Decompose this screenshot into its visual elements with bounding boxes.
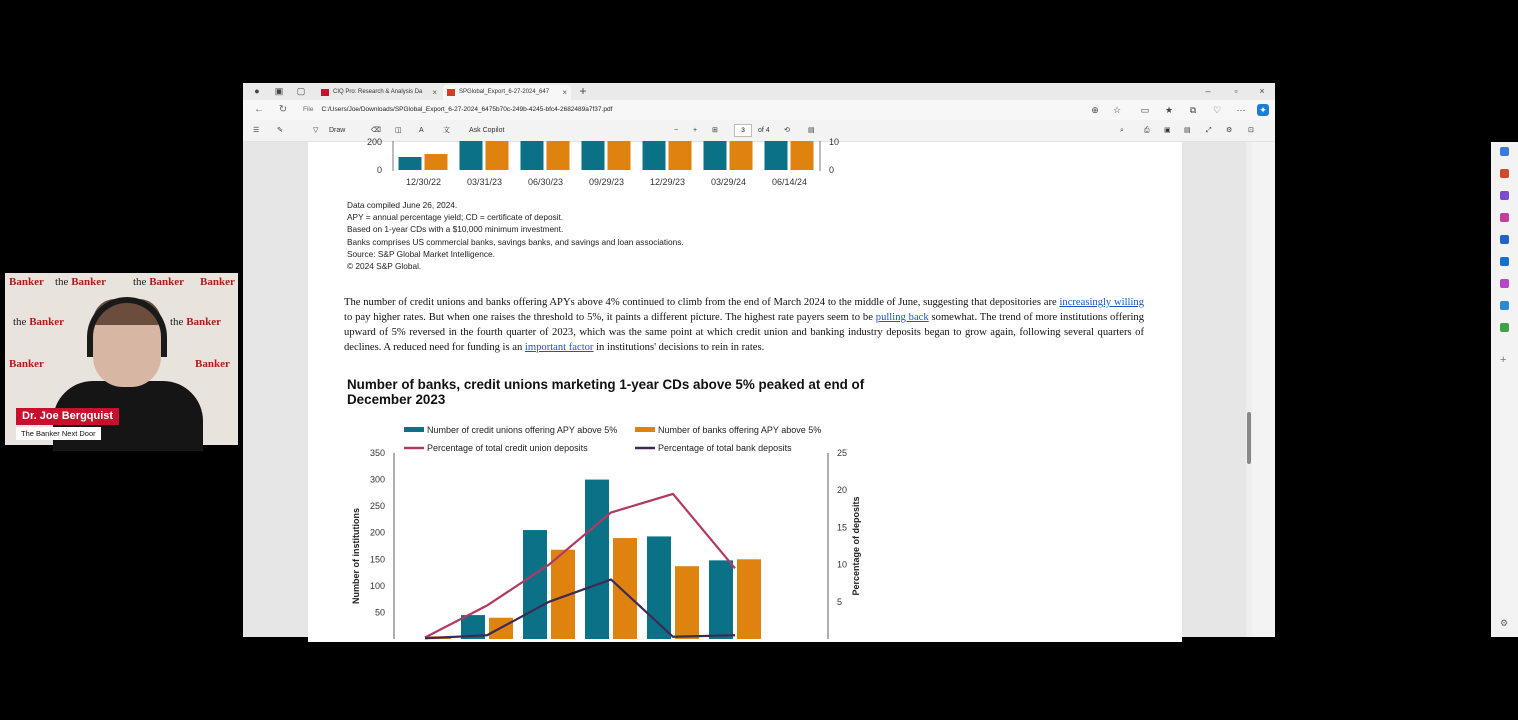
drop-icon[interactable] — [1500, 279, 1509, 288]
paragraph-text: to pay higher rates. But when one raises the threshold to 5%, it paints a different picture. The highest rate payers seem to be — [344, 312, 876, 323]
bar-banks — [547, 141, 570, 170]
zoom-in-icon[interactable]: + — [693, 127, 698, 134]
draw-icon[interactable]: ▽ — [313, 127, 319, 134]
backdrop-logo: Banker — [200, 276, 235, 288]
close-icon[interactable]: × — [562, 88, 567, 97]
backdrop-logo: Banker — [9, 358, 44, 370]
y-tick-label: 200 — [369, 527, 385, 538]
y2-axis-label: Percentage of deposits — [851, 496, 861, 596]
highlight-icon[interactable]: ✎ — [277, 127, 283, 134]
y2-tick-label: 25 — [837, 448, 848, 458]
more-menu-icon[interactable]: ⋯ — [1236, 105, 1246, 115]
y2-tick-label: 15 — [837, 522, 848, 533]
view-icon[interactable]: ◫ — [395, 127, 402, 134]
x-tick-label: 06/14/24 — [771, 177, 808, 187]
favorite-star-icon[interactable]: ☆ — [1112, 105, 1122, 115]
y-axis-label: Number of institutions — [351, 508, 361, 604]
y-tick-label: 300 — [369, 474, 385, 485]
paragraph-text: somewhat. The trend of more institutions offering upward of 5% reversed in the fourth quarter of 2023, which was the same point at which credit union and banking industry deposits began to grow again, following several quarters of declines. A reduced need for funding is an — [344, 312, 1144, 353]
legend-label: Percentage of total bank deposits — [658, 443, 792, 453]
translate-icon[interactable]: 文 — [443, 127, 450, 134]
bar-banks — [737, 559, 761, 639]
backdrop-logo: the Banker — [55, 276, 107, 288]
body-paragraph — [344, 295, 1144, 355]
edge-sidebar — [1491, 142, 1518, 637]
bar-banks — [730, 141, 753, 170]
y-tick-label: 0 — [376, 165, 382, 175]
pdf-document-area — [243, 137, 1246, 637]
paragraph-text: in institutions' decisions to rein in rates. — [593, 342, 765, 353]
y-tick-label: 100 — [369, 580, 385, 591]
chart-note: Data compiled June 26, 2024. — [347, 200, 458, 210]
erase-icon[interactable]: ⌫ — [371, 127, 381, 134]
zoom-out-icon[interactable]: − — [674, 127, 679, 134]
bar-credit-unions — [523, 530, 547, 639]
legend-label: Number of credit unions offering APY above 5% — [427, 425, 618, 435]
chart-note: © 2024 S&P Global. — [347, 261, 422, 271]
legend-label: Percentage of total credit union deposits — [427, 443, 588, 453]
games-icon[interactable] — [1500, 213, 1509, 222]
page-number-input[interactable]: 3 — [734, 124, 752, 137]
send-icon[interactable] — [1500, 301, 1509, 310]
legend-swatch — [404, 427, 424, 432]
tab-ciq-pro[interactable] — [317, 85, 441, 100]
url-text: C:/Users/Joe/Downloads/SPGlobal_Export_6-27-2024_6475b70c-249b-4245-bfc4-2682489a7f37.pdf — [321, 106, 613, 113]
cd-chart — [344, 412, 864, 642]
url-field[interactable] — [303, 103, 1143, 117]
link-important-factor[interactable]: important factor — [524, 342, 594, 353]
close-window-icon[interactable]: × — [1259, 86, 1265, 96]
page-total: of 4 — [758, 127, 770, 134]
pdf-page — [308, 137, 1182, 642]
browser-window — [243, 83, 1509, 637]
outlook-icon[interactable] — [1500, 257, 1509, 266]
x-tick-label: 09/29/23 — [588, 177, 625, 187]
bar-banks — [486, 141, 509, 170]
close-icon[interactable]: × — [432, 88, 437, 97]
y2-tick-label: 10 — [829, 137, 840, 147]
legend-swatch — [635, 427, 655, 432]
bar-credit-unions — [585, 480, 609, 639]
bar-credit-unions — [460, 141, 483, 170]
x-tick-label: 06/30/23 — [527, 177, 564, 187]
profile-icon[interactable]: ● — [254, 86, 260, 96]
extension-icon[interactable] — [1500, 323, 1509, 332]
print-icon[interactable]: ⎙ — [1144, 127, 1150, 134]
browser-essentials-icon[interactable]: ♡ — [1212, 105, 1222, 115]
fullscreen-icon[interactable]: ⤢ — [1206, 127, 1212, 134]
chart-note: APY = annual percentage yield; CD = certificate of deposit. — [347, 212, 564, 222]
chart-note: Based on 1-year CDs with a $10,000 minimum investment. — [347, 224, 564, 234]
y2-tick-label: 20 — [837, 485, 848, 496]
split-screen-icon[interactable]: ▭ — [1140, 105, 1150, 115]
backdrop-logo: Banker — [9, 276, 44, 288]
y2-tick-label: 10 — [837, 559, 848, 570]
copilot-icon[interactable]: ✦ — [1257, 104, 1269, 116]
bar-credit-unions — [704, 141, 727, 170]
search-icon[interactable]: ⌕ — [1120, 127, 1124, 134]
backdrop-logo: the Banker — [170, 316, 222, 328]
y-tick-label: 350 — [369, 448, 385, 458]
y2-tick-label: 0 — [829, 165, 835, 175]
favorites-icon[interactable]: ★ — [1164, 105, 1174, 115]
bar-credit-unions — [709, 560, 733, 639]
x-tick-label: 12/29/23 — [649, 177, 686, 187]
save-icon[interactable]: ▣ — [1164, 127, 1171, 134]
bar-credit-unions — [582, 141, 605, 170]
backdrop-logo: the Banker — [133, 276, 185, 288]
chart-previous-bars — [308, 137, 840, 191]
back-icon[interactable]: ← — [254, 104, 264, 115]
save-as-icon[interactable]: ▤ — [1184, 127, 1191, 134]
tab-actions-icon[interactable]: ▢ — [296, 86, 306, 96]
y-tick-label: 250 — [369, 501, 385, 512]
chart-title: Number of banks, credit unions marketing 1-year CDs above 5% peaked at end of December 2023 — [347, 377, 865, 407]
scrollbar[interactable] — [1246, 142, 1252, 637]
contents-icon[interactable]: ☰ — [253, 127, 260, 134]
bar-banks — [425, 154, 448, 170]
fit-page-icon[interactable]: ⊞ — [712, 127, 718, 134]
show-name: The Banker Next Door — [16, 427, 101, 440]
bar-credit-unions — [399, 157, 422, 170]
chart-note: Banks comprises US commercial banks, savings banks, and savings and loan associations. — [347, 237, 684, 247]
scrollbar-thumb[interactable] — [1247, 412, 1251, 464]
office-icon[interactable] — [1500, 235, 1509, 244]
shopping-icon[interactable] — [1500, 169, 1509, 178]
bar-credit-unions — [521, 141, 544, 170]
y-tick-label: 50 — [374, 607, 385, 618]
add-sidebar-app-icon[interactable]: + — [1500, 354, 1507, 366]
collections-icon[interactable]: ▣ — [274, 86, 284, 96]
tools-icon[interactable] — [1500, 191, 1509, 200]
address-bar — [243, 100, 1275, 120]
legend-label: Number of banks offering APY above 5% — [658, 425, 822, 435]
draw-button[interactable]: Draw — [329, 127, 346, 134]
x-tick-label: 03/31/23 — [466, 177, 503, 187]
collections-icon[interactable]: ⧉ — [1189, 105, 1197, 115]
y2-tick-label: 5 — [837, 596, 843, 607]
link-increasingly-willing[interactable]: increasingly willing — [1059, 297, 1144, 308]
y-tick-label: 200 — [366, 137, 382, 147]
ask-copilot-button[interactable]: Ask Copilot — [469, 127, 505, 134]
presenter-name: Dr. Joe Bergquist — [16, 408, 119, 425]
rotate-icon[interactable]: ⟲ — [784, 127, 790, 134]
new-tab-icon[interactable]: + — [579, 84, 587, 98]
link-pulling-back[interactable]: pulling back — [875, 312, 929, 323]
bar-banks — [791, 141, 814, 170]
refresh-icon[interactable]: ↻ — [278, 104, 288, 115]
bar-credit-unions — [643, 141, 666, 170]
pdf-favicon — [447, 89, 455, 96]
bar-credit-unions — [765, 141, 788, 170]
ciq-favicon — [321, 89, 329, 96]
bar-banks — [608, 141, 631, 170]
bar-banks — [675, 566, 699, 639]
tab-label: SPGlobal_Export_6-27-2024_647 — [459, 89, 550, 95]
x-tick-label: 03/29/24 — [710, 177, 747, 187]
backdrop-logo: Banker — [195, 358, 230, 370]
sidebar-settings-icon[interactable]: ⚙ — [1500, 618, 1509, 628]
paragraph-text: The number of credit unions and banks offering APYs above 4% continued to climb from the end of March 2024 to the middle of June, suggesting that depositories are — [344, 297, 1060, 308]
settings-icon[interactable]: ⚙ — [1226, 127, 1233, 134]
chart-note: Source: S&P Global Market Intelligence. — [347, 249, 495, 259]
zoom-icon[interactable]: ⊕ — [1091, 105, 1099, 115]
read-aloud-icon[interactable]: A — [419, 127, 424, 134]
copilot-sidebar-icon[interactable] — [1500, 147, 1509, 156]
maximize-icon[interactable]: ▫ — [1234, 86, 1238, 96]
tab-label: CIQ Pro: Research & Analysis Da — [333, 89, 423, 95]
pdf-toolbar — [243, 120, 1275, 142]
bar-banks — [669, 141, 692, 170]
page-view-icon[interactable]: ▤ — [808, 127, 815, 134]
tab-spglobal-export[interactable] — [443, 85, 571, 100]
tab-bar — [243, 83, 1275, 100]
y-tick-label: 150 — [369, 554, 385, 565]
webcam-overlay — [5, 273, 238, 445]
bar-banks — [613, 538, 637, 639]
pin-toolbar-icon[interactable]: ⊡ — [1248, 127, 1254, 134]
x-tick-label: 12/30/22 — [405, 177, 442, 187]
minimize-icon[interactable]: – — [1205, 86, 1211, 96]
file-scheme-label: File — [303, 106, 314, 113]
backdrop-logo: the Banker — [13, 316, 65, 328]
